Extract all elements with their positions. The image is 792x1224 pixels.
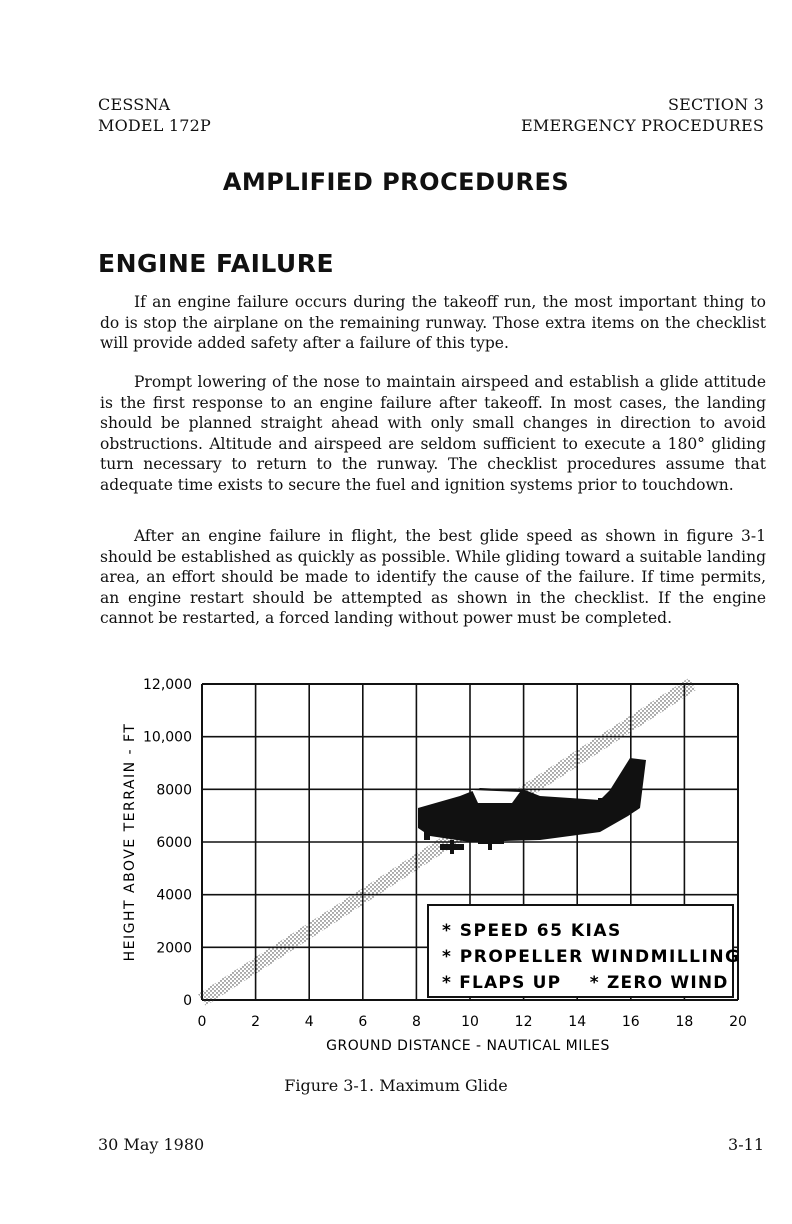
model-label: MODEL 172P	[98, 116, 212, 135]
manufacturer-label: CESSNA	[98, 95, 171, 114]
paragraph-after-takeoff: Prompt lowering of the nose to maintain airspeed and establish a glide attitude is the first response to an engine failure after takeoff. In most cases, the landing should be planned straight ahead with only small changes in direction to avoid obstructions. Altitude and airspeed are seldom sufficient to execute a 180° gliding turn necessary to return to the runway. The checklist procedures assume that adequate time exists to secure the fuel and ignition systems prior to touchdown.	[100, 373, 766, 494]
x-tick-label: 14	[568, 1014, 587, 1030]
y-axis-label: HEIGHT ABOVE TERRAIN - FT	[122, 722, 138, 962]
annotation-flaps-wind: * FLAPS UP * ZERO WIND	[442, 973, 729, 993]
x-tick-label: 16	[621, 1014, 640, 1030]
x-tick-label: 0	[197, 1014, 207, 1030]
y-tick-label: 4000	[156, 887, 192, 904]
maximum-glide-chart	[0, 660, 792, 1060]
paragraph-in-flight: After an engine failure in flight, the best glide speed as shown in figure 3-1 should be established as quickly as possible. While gliding toward a suitable landing area, an effort should be made to identify the cause of the failure. If time permits, an engine restart should be attempted as shown in the checklist. If the engine cannot be restarted, a forced landing without power must be completed.	[100, 527, 766, 627]
y-tick-label: 6000	[156, 835, 192, 851]
y-tick-label: 0	[183, 993, 192, 1009]
y-tick-label: 12,000	[143, 677, 192, 693]
y-tick-label: 2000	[156, 940, 192, 957]
annotation-propeller: * PROPELLER WINDMILLING	[442, 947, 741, 967]
x-tick-label: 18	[675, 1014, 694, 1030]
x-axis-label: GROUND DISTANCE - NAUTICAL MILES	[326, 1038, 610, 1054]
glide-conditions-box	[428, 905, 741, 997]
x-tick-label: 8	[411, 1014, 421, 1030]
y-tick-label: 10,000	[143, 729, 192, 746]
x-tick-label: 2	[251, 1014, 261, 1030]
x-tick-label: 12	[514, 1014, 533, 1030]
section-heading: ENGINE FAILURE	[98, 249, 335, 278]
header-right	[521, 94, 764, 136]
y-tick-label: 8000	[156, 782, 192, 799]
page-title: AMPLIFIED PROCEDURES	[222, 168, 570, 196]
paragraph-takeoff-run: If an engine failure occurs during the takeoff run, the most important thing to do is stop the airplane on the remaining runway. Those extra items on the checklist will provide added safety after a failure of this type.	[100, 293, 766, 352]
annotation-speed: * SPEED 65 KIAS	[442, 921, 622, 941]
section-name: EMERGENCY PROCEDURES	[521, 116, 764, 135]
page-number: 3-11	[728, 1135, 764, 1154]
section-number: SECTION 3	[667, 95, 764, 114]
x-tick-label: 10	[461, 1014, 479, 1030]
figure-caption: Figure 3-1. Maximum Glide	[284, 1076, 508, 1095]
x-tick-label: 20	[729, 1014, 747, 1030]
x-tick-label: 6	[358, 1014, 368, 1030]
footer-date: 30 May 1980	[98, 1135, 205, 1154]
x-tick-label: 4	[304, 1014, 314, 1030]
header-left	[98, 94, 211, 136]
